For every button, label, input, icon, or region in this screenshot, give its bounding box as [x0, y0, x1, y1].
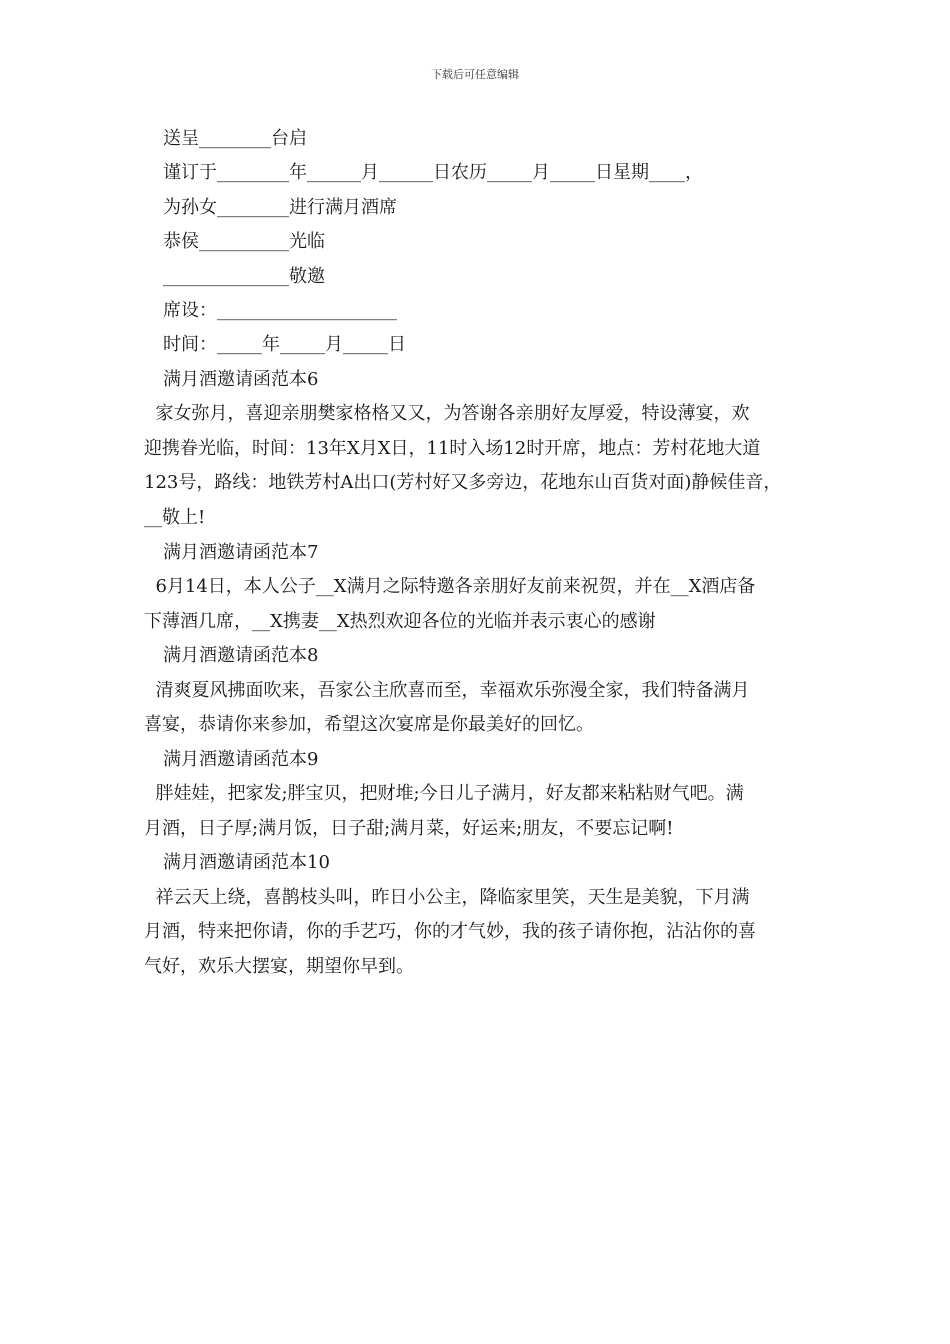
sample-body	[144, 777, 816, 846]
sample-title: 满月酒邀请函范本7	[163, 541, 319, 563]
sample-title: 满月酒邀请函范本10	[163, 852, 330, 874]
sample-line: 迎携眷光临，时间：13年X月X日，11时入场12时开席，地点：芳村花地大道	[144, 437, 761, 459]
form-line-host: ______________敬邀	[163, 265, 325, 287]
sample-title: 满月酒邀请函范本6	[163, 368, 319, 390]
sample-line: 下薄酒几席，__X携妻__X热烈欢迎各位的光临并表示衷心的感谢	[144, 610, 656, 632]
sample-line: __敬上!	[144, 507, 206, 529]
form-line-recipient: 送呈________台启	[163, 128, 307, 149]
sample-body	[144, 570, 816, 639]
sample-body	[144, 881, 816, 985]
form-line-purpose: 为孙女________进行满月酒席	[163, 196, 397, 218]
sample-line: 清爽夏风拂面吹来，吾家公主欣喜而至，幸福欢乐弥漫全家，我们特备满月	[144, 679, 750, 701]
form-line-await: 恭侯__________光临	[163, 231, 325, 253]
sample-title: 满月酒邀请函范本9	[163, 748, 319, 770]
sample-line: 家女弥月，喜迎亲朋樊家格格又又，为答谢各亲朋好友厚爱，特设薄宴，欢	[144, 403, 750, 425]
sample-line: 月酒，日子厚;满月饭，日子甜;满月菜，好运来;朋友，不要忘记啊!	[144, 817, 674, 839]
invitation-form	[144, 122, 816, 363]
sample-6	[144, 363, 816, 536]
sample-line: 气好，欢乐大摆宴，期望你早到。	[144, 956, 414, 977]
sample-line: 6月14日，本人公子__X满月之际特邀各亲朋好友前来祝贺，并在__X酒店备	[144, 576, 756, 598]
sample-title: 满月酒邀请函范本8	[163, 645, 319, 667]
sample-body	[144, 397, 816, 535]
form-line-venue: 席设：____________________	[163, 300, 397, 322]
sample-9	[144, 743, 816, 847]
sample-line: 123号，路线：地铁芳村A出口(芳村好又多旁边，花地东山百货对面)静候佳音，	[144, 472, 782, 494]
sample-line: 喜宴，恭请你来参加，希望这次宴席是你最美好的回忆。	[144, 714, 594, 736]
sample-line: 祥云天上绕，喜鹊枝头叫，昨日小公主，降临家里笑，天生是美貌，下月满	[144, 886, 750, 908]
sample-line: 月酒，特来把你请，你的手艺巧，你的才气妙，我的孩子请你抱，沾沾你的喜	[144, 921, 756, 943]
form-line-time: 时间：_____年_____月_____日	[163, 334, 406, 356]
document-body	[144, 122, 816, 985]
sample-line: 胖娃娃，把家发;胖宝贝，把财堆;今日儿子满月，好友都来粘粘财气吧。满	[144, 783, 744, 805]
sample-8	[144, 639, 816, 743]
form-line-date: 谨订于________年______月______日农历_____月_____日星期____，	[163, 162, 703, 184]
sample-body	[144, 674, 816, 743]
page-header-note: 下载后可任意编辑	[431, 68, 519, 81]
sample-7	[144, 536, 816, 640]
sample-10	[144, 846, 816, 984]
